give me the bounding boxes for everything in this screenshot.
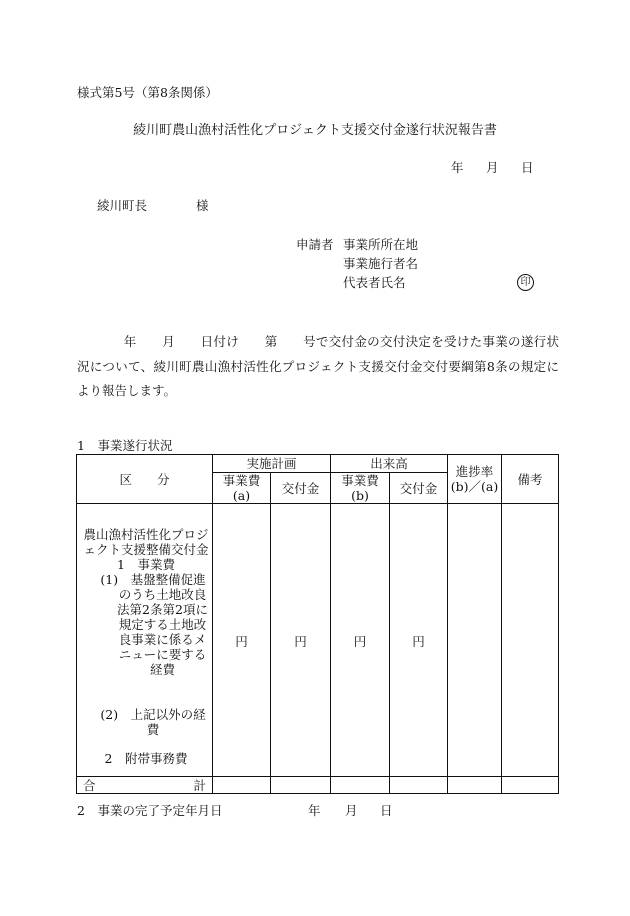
- remarks-header: 備考: [502, 455, 559, 504]
- result-grant-header: 交付金: [390, 473, 448, 504]
- total-progress: [448, 777, 502, 794]
- item-other-cost: (2) 上記以外の経費: [100, 706, 206, 737]
- representative-field-label: 代表者氏名: [343, 275, 406, 290]
- item-admin-cost: 2 附帯事務費: [104, 750, 188, 766]
- total-result-grant: [390, 777, 448, 794]
- plan-cost-header: 事業費 (a): [213, 473, 271, 504]
- total-plan-cost: [213, 777, 271, 794]
- operator-field-label: 事業施行者名: [343, 256, 419, 271]
- category-header: 区 分: [77, 455, 213, 504]
- item-infrastructure-cost: (1) 基盤整備促進のうち土地改良法第2条第2項に規定する土地改良事業に係るメニューに要する経費: [100, 571, 208, 677]
- plan-group-header: 実施計画: [213, 455, 331, 473]
- section1-heading: 1 事業遂行状況: [77, 438, 173, 453]
- completion-month: 月: [345, 803, 358, 818]
- completion-day: 日: [380, 803, 393, 818]
- item-grant-name: 農山漁村活性化プロジェクト支援整備交付金: [83, 526, 209, 557]
- plan-grant-header: 交付金: [271, 473, 331, 504]
- body-text: 年 月 日付け 第 号で交付金の交付決定を受けた事業の遂行状況について、綾川町農山漁村活性化プロジェクト支援交付金交付要綱第8条の規定により報告します。: [77, 334, 559, 398]
- addressee-name: 綾川町長: [97, 198, 148, 213]
- date-day: 日: [521, 160, 534, 175]
- progress-table: [76, 454, 559, 794]
- date-month: 月: [486, 160, 499, 175]
- progress-cell: [448, 504, 502, 777]
- date-year: 年: [451, 160, 464, 175]
- item-project-cost: 1 事業費: [117, 556, 175, 572]
- total-label: 合 計: [77, 777, 213, 794]
- result-grant-cell: 円: [390, 504, 448, 777]
- form-number: 様式第5号（第8条関係）: [77, 85, 218, 100]
- plan-cost-cell: 円: [213, 504, 271, 777]
- result-cost-header: 事業費 (b): [331, 473, 390, 504]
- seal-icon: 印: [517, 274, 534, 291]
- address-field-label: 事業所所在地: [343, 237, 419, 252]
- document-title: 綾川町農山漁村活性化プロジェクト支援交付金遂行状況報告書: [133, 123, 497, 138]
- addressee-honorific: 様: [196, 198, 209, 213]
- total-plan-grant: [271, 777, 331, 794]
- progress-header: 進捗率 (b)／(a): [448, 455, 502, 504]
- applicant-label: 申請者: [296, 237, 334, 252]
- total-remarks: [502, 777, 559, 794]
- result-group-header: 出来高: [331, 455, 448, 473]
- remarks-cell: [502, 504, 559, 777]
- plan-grant-cell: 円: [271, 504, 331, 777]
- result-cost-cell: 円: [331, 504, 390, 777]
- category-cell: [77, 504, 213, 777]
- total-result-cost: [331, 777, 390, 794]
- section2-heading: 2 事業の完了予定年月日: [77, 803, 223, 818]
- completion-year: 年: [308, 803, 321, 818]
